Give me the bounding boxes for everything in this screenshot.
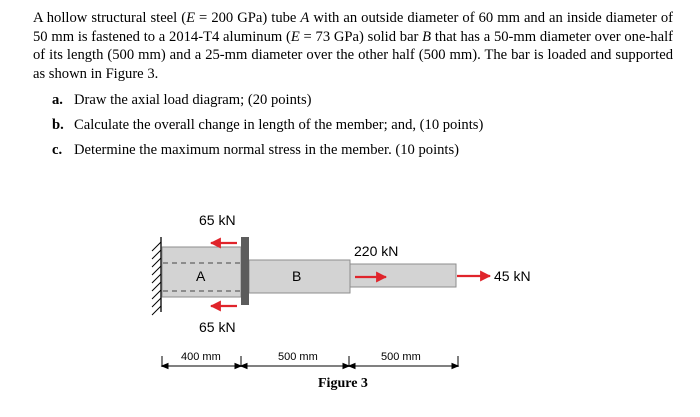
dimension-label-3: 500 mm [381, 351, 421, 363]
flange-plate [241, 237, 249, 305]
load-label-bottom: 65 kN [199, 319, 236, 335]
problem-statement: A hollow structural steel (E = 200 GPa) tube A with an outside diameter of 60 mm and an inside diameter of 50 mm is fastened to a 2014-T4 aluminum (E = 73 GPa) solid bar B that has a 50-mm diameter over one-half of its length (500 mm) and a 25-mm diameter over the other half (500 mm). The bar is loaded and supported as shown in Figure 3. [33, 10, 673, 82]
member-label-a: A [196, 268, 206, 284]
member-label-b: B [292, 268, 302, 284]
load-label-end: 45 kN [494, 268, 531, 284]
list-item-c: c. Determine the maximum normal stress in the member. (10 points) [52, 142, 460, 158]
figure-caption: Figure 3 [318, 376, 368, 391]
list-item-b: b. Calculate the overall change in length of the member; and, (10 points) [52, 117, 484, 133]
load-label-middle: 220 kN [354, 243, 399, 259]
bar-b-small-section [350, 264, 456, 287]
dimension-label-2: 500 mm [278, 351, 318, 363]
wall-support [152, 237, 161, 315]
dimension-label-1: 400 mm [181, 351, 221, 363]
list-item-a: a. Draw the axial load diagram; (20 points) [52, 92, 312, 108]
load-label-top: 65 kN [199, 212, 236, 228]
